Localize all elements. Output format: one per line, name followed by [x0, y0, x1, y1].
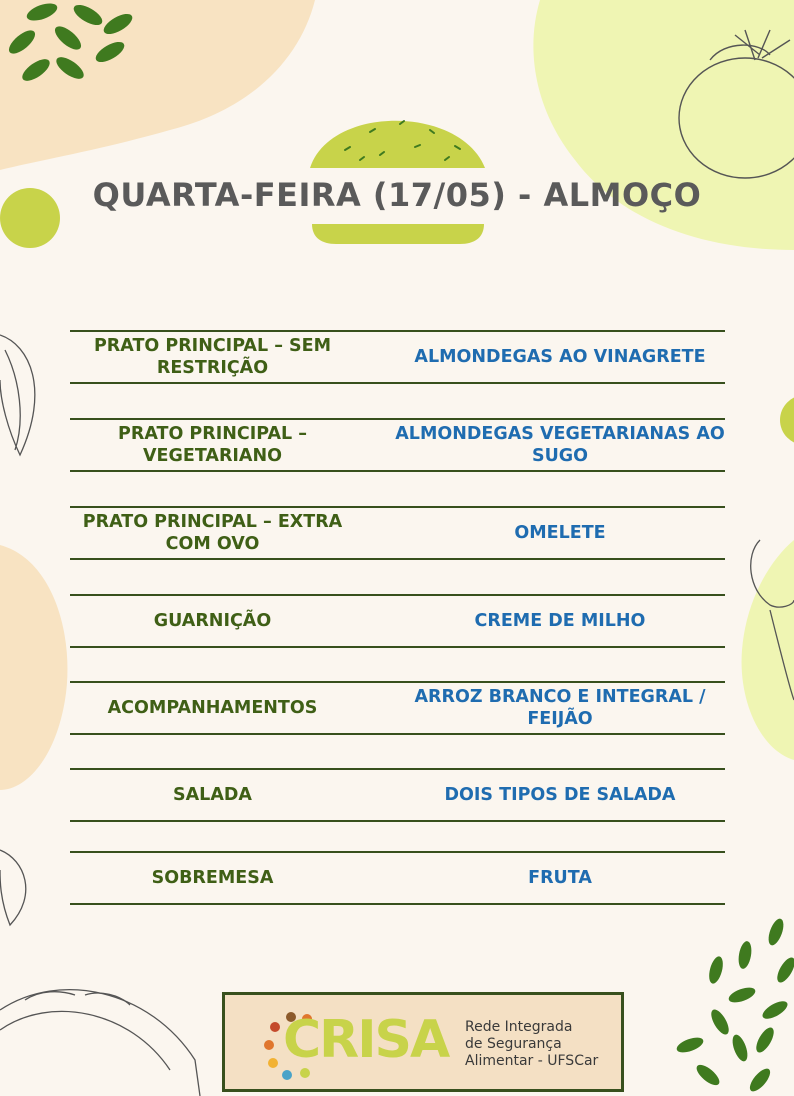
- menu-dish: OMELETE: [514, 523, 606, 543]
- menu-row: [70, 506, 725, 560]
- menu-row: [70, 418, 725, 472]
- menu-category: PRATO PRINCIPAL – VEGETARIANO: [118, 424, 307, 466]
- menu-row: [70, 594, 725, 648]
- footer-logo-box: [222, 992, 624, 1092]
- menu-category: SOBREMESA: [151, 868, 274, 888]
- menu-dish: ALMONDEGAS AO VINAGRETE: [414, 347, 706, 367]
- menu-category: GUARNIÇÃO: [153, 611, 272, 631]
- crisa-logo-text: CRISA: [283, 1010, 449, 1070]
- menu-category: PRATO PRINCIPAL – EXTRA COM OVO: [82, 512, 343, 554]
- menu-row: [70, 681, 725, 735]
- menu-dish: CREME DE MILHO: [474, 611, 646, 631]
- menu-dish: DOIS TIPOS DE SALADA: [444, 785, 676, 805]
- footer-line: de Segurança: [465, 1036, 562, 1052]
- menu-row: [70, 768, 725, 822]
- footer-line: Alimentar - UFSCar: [465, 1053, 599, 1069]
- menu-category: PRATO PRINCIPAL – SEM RESTRIÇÃO: [93, 336, 332, 378]
- menu-category: ACOMPANHAMENTOS: [107, 698, 318, 718]
- menu-dish: ALMONDEGAS VEGETARIANAS AO SUGO: [395, 424, 725, 466]
- menu-row: [70, 851, 725, 905]
- menu-dish: ARROZ BRANCO E INTEGRAL / FEIJÃO: [414, 687, 706, 729]
- page-title: QUARTA-FEIRA (17/05) - ALMOÇO: [92, 176, 702, 214]
- menu-dish: FRUTA: [528, 868, 592, 888]
- menu-category: SALADA: [173, 785, 252, 805]
- footer-line: Rede Integrada: [465, 1019, 573, 1035]
- menu-row: [70, 330, 725, 384]
